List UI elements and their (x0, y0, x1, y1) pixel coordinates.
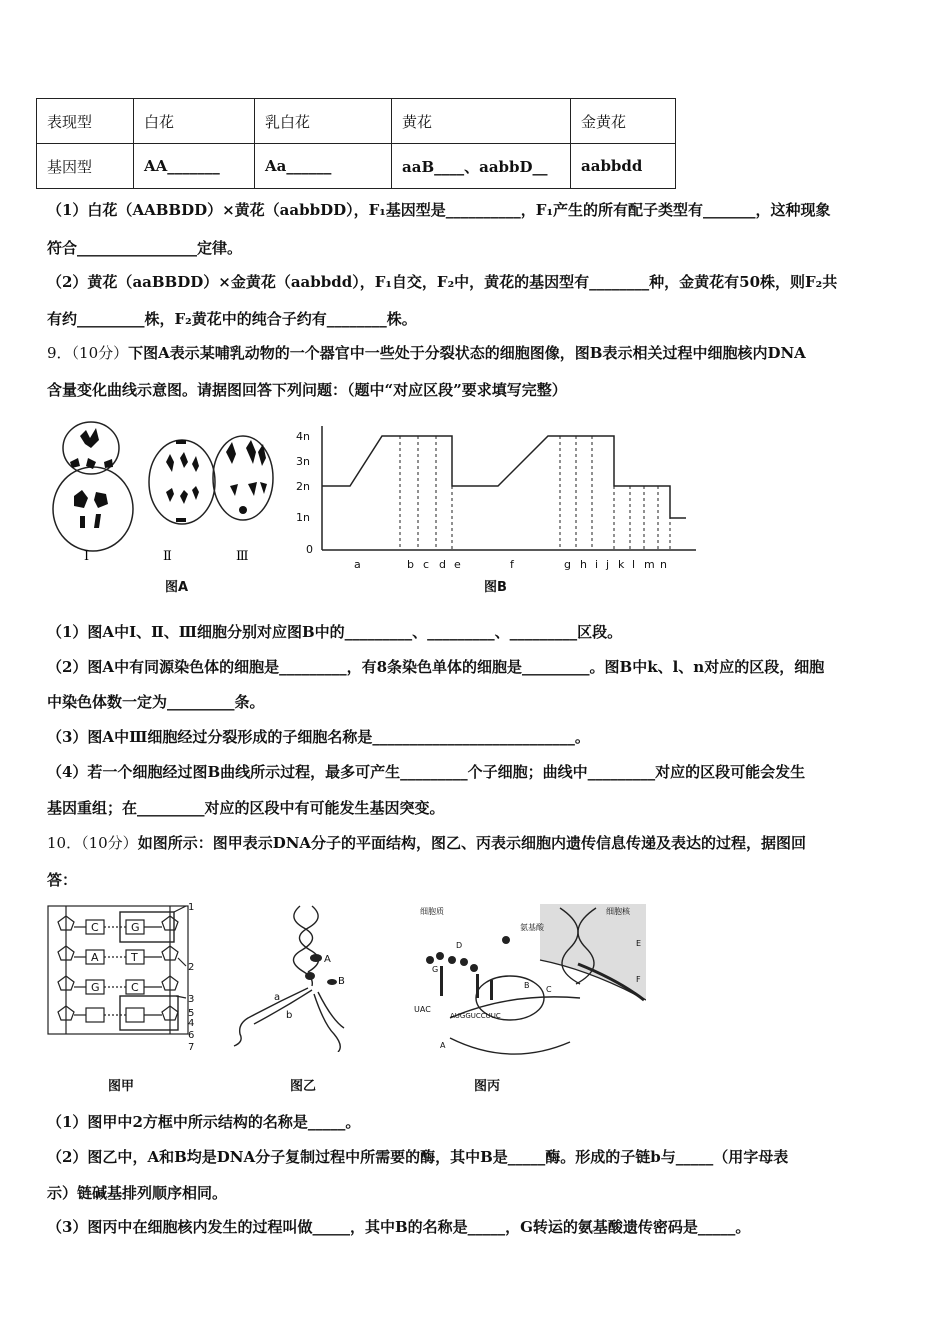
table-cell: AA_______ (134, 144, 255, 189)
x-label-g: g (564, 558, 571, 571)
bing-label-e: E (636, 939, 642, 948)
jia-base: G (131, 921, 140, 934)
x-label-e: e (454, 558, 461, 571)
table-cell: Aa______ (255, 144, 392, 189)
figure-yi-replication (228, 902, 378, 1052)
q10-heading (47, 833, 806, 853)
jia-number: 3 (188, 994, 195, 1005)
q9-sub-4b: 基因重组；在_________对应的区段中有可能发生基因突变。 (47, 799, 445, 817)
x-label-j: j (606, 558, 610, 571)
table-cell: 金黄花 (571, 99, 676, 144)
q9-sub-2b: 中染色体数一定为_________条。 (47, 693, 265, 711)
bing-label-c: C (546, 985, 552, 994)
figure-yi-caption: 图乙 (290, 1079, 317, 1094)
cell-ii (149, 440, 215, 524)
bing-label-nucleus: 细胞核 (606, 907, 630, 916)
x-label-b: b (407, 558, 414, 571)
phenotype-genotype-table (36, 98, 676, 189)
y-tick-1n: 1n (296, 511, 310, 524)
y-tick-3n: 3n (296, 455, 310, 468)
figure-b-chart (292, 422, 704, 572)
table-row (37, 99, 676, 144)
jia-number: 7 (188, 1042, 195, 1053)
bing-label-cytoplasm: 细胞质 (420, 907, 444, 916)
yi-label-b-strand: b (286, 1010, 293, 1021)
x-label-l: l (632, 558, 636, 571)
q9-sub-4a: （4）若一个细胞经过图B曲线所示过程，最多可产生_________个子细胞；曲线中_________对应的区段可能会发生 (47, 763, 806, 781)
y-tick-4n: 4n (296, 430, 310, 443)
table-cell: 表现型 (37, 99, 134, 144)
q10-number: 10．（10分） (47, 834, 138, 852)
x-label-c: c (423, 558, 430, 571)
cell-i-lower (53, 467, 133, 551)
table-row (37, 144, 676, 189)
jia-base: A (91, 951, 99, 964)
jia-number: 2 (188, 962, 195, 973)
y-tick-0: 0 (306, 543, 313, 556)
bing-label-mrna-sequence: AUGGUCCUUC (450, 1012, 501, 1020)
figure-a-cells (48, 412, 288, 592)
q9-sub-2a: （2）图A中有同源染色体的细胞是_________，有8条染色单体的细胞是_________。图B中k、l、n对应的区段，细胞 (47, 658, 825, 676)
table-cell: 基因型 (37, 144, 134, 189)
table-cell: 白花 (134, 99, 255, 144)
table-cell: aaB____、aabbD__ (392, 144, 571, 189)
yi-label-a-strand: a (274, 992, 281, 1003)
bing-label-d: D (456, 941, 463, 950)
jia-number: 5 (188, 1008, 195, 1019)
q10-stem-1: 如图所示：图甲表示DNA分子的平面结构，图乙、丙表示细胞内遗传信息传递及表达的过程，据图回 (137, 834, 807, 852)
bing-label-anticodon: UAC (414, 1005, 431, 1014)
q8-line-2: 符合________________定律。 (47, 239, 243, 257)
bing-label-f: F (636, 975, 641, 984)
bing-label-amino-acid: 氨基酸 (520, 923, 544, 932)
y-tick-2n: 2n (296, 480, 310, 493)
q9-stem-2: 含量变化曲线示意图。请据图回答下列问题：（题中“对应区段”要求填写完整） (47, 381, 567, 399)
q10-stem-2: 答： (47, 871, 78, 889)
bing-label-g: G (432, 965, 439, 974)
bing-label-b: B (524, 981, 530, 990)
q8-line-4: 有约_________株，F₂黄花中的纯合子约有________株。 (47, 310, 417, 328)
q9-sub-1: （1）图A中Ⅰ、Ⅱ、Ⅲ细胞分别对应图B中的_________、_________、_________区段。 (47, 623, 623, 641)
x-label-n: n (660, 558, 667, 571)
x-label-f: f (510, 558, 514, 571)
q10-sub-2b: 示）链碱基排列顺序相同。 (47, 1184, 228, 1202)
figure-jia-caption: 图甲 (108, 1079, 135, 1094)
jia-base: C (91, 921, 99, 934)
figure-a-label-ii: Ⅱ (163, 549, 172, 564)
bing-label-a: A (440, 1041, 446, 1050)
yi-label-a-enzyme: A (324, 954, 331, 965)
q10-sub-3: （3）图丙中在细胞核内发生的过程叫做_____，其中B的名称是_____，G转运的氨基酸遗传密码是_____。 (47, 1218, 751, 1236)
q9-sub-3: （3）图A中Ⅲ细胞经过分裂形成的子细胞名称是___________________________。 (47, 728, 590, 746)
figure-a-label-iii: Ⅲ (236, 549, 249, 564)
q9-number: 9．（10分） (47, 344, 129, 362)
x-label-i: i (595, 558, 599, 571)
q10-sub-1: （1）图甲中2方框中所示结构的名称是_____。 (47, 1113, 361, 1131)
q10-sub-2a: （2）图乙中，A和B均是DNA分子复制过程中所需要的酶，其中B是_____酶。形成的子链b与_____（用字母表 (47, 1148, 789, 1166)
jia-base: C (131, 981, 139, 994)
figure-a-caption: 图A (165, 580, 189, 595)
figure-bing-expression (410, 900, 646, 1060)
table-cell: 乳白花 (255, 99, 392, 144)
q8-line-1: （1）白花（AABBDD）×黄花（aabbDD），F₁基因型是__________，F₁产生的所有配子类型有_______，这种现象 (47, 201, 831, 219)
q9-heading (47, 343, 806, 363)
x-label-k: k (618, 558, 625, 571)
yi-label-b-enzyme: B (338, 976, 345, 987)
figure-jia-dna (46, 900, 206, 1060)
jia-number: 1 (188, 902, 195, 913)
x-label-m: m (644, 558, 655, 571)
q9-stem-1: 下图A表示某哺乳动物的一个器官中一些处于分裂状态的细胞图像，图B表示相关过程中细胞核内DNA (128, 344, 806, 362)
jia-base: G (91, 981, 100, 994)
figure-a-label-i: Ⅰ (84, 549, 90, 564)
figure-b-caption: 图B (484, 580, 507, 595)
figure-bing-caption: 图丙 (474, 1079, 501, 1094)
jia-number: 4 (188, 1018, 195, 1029)
jia-base: T (131, 951, 138, 964)
table-cell: aabbdd (571, 144, 676, 189)
x-label-a: a (354, 558, 361, 571)
x-label-h: h (580, 558, 587, 571)
jia-number: 6 (188, 1030, 195, 1041)
table-cell: 黄花 (392, 99, 571, 144)
x-label-d: d (439, 558, 446, 571)
q8-line-3: （2）黄花（aaBBDD）×金黄花（aabbdd），F₁自交，F₂中，黄花的基因型有________种，金黄花有50株，则F₂共 (47, 273, 838, 291)
dna-content-curve (322, 436, 686, 518)
